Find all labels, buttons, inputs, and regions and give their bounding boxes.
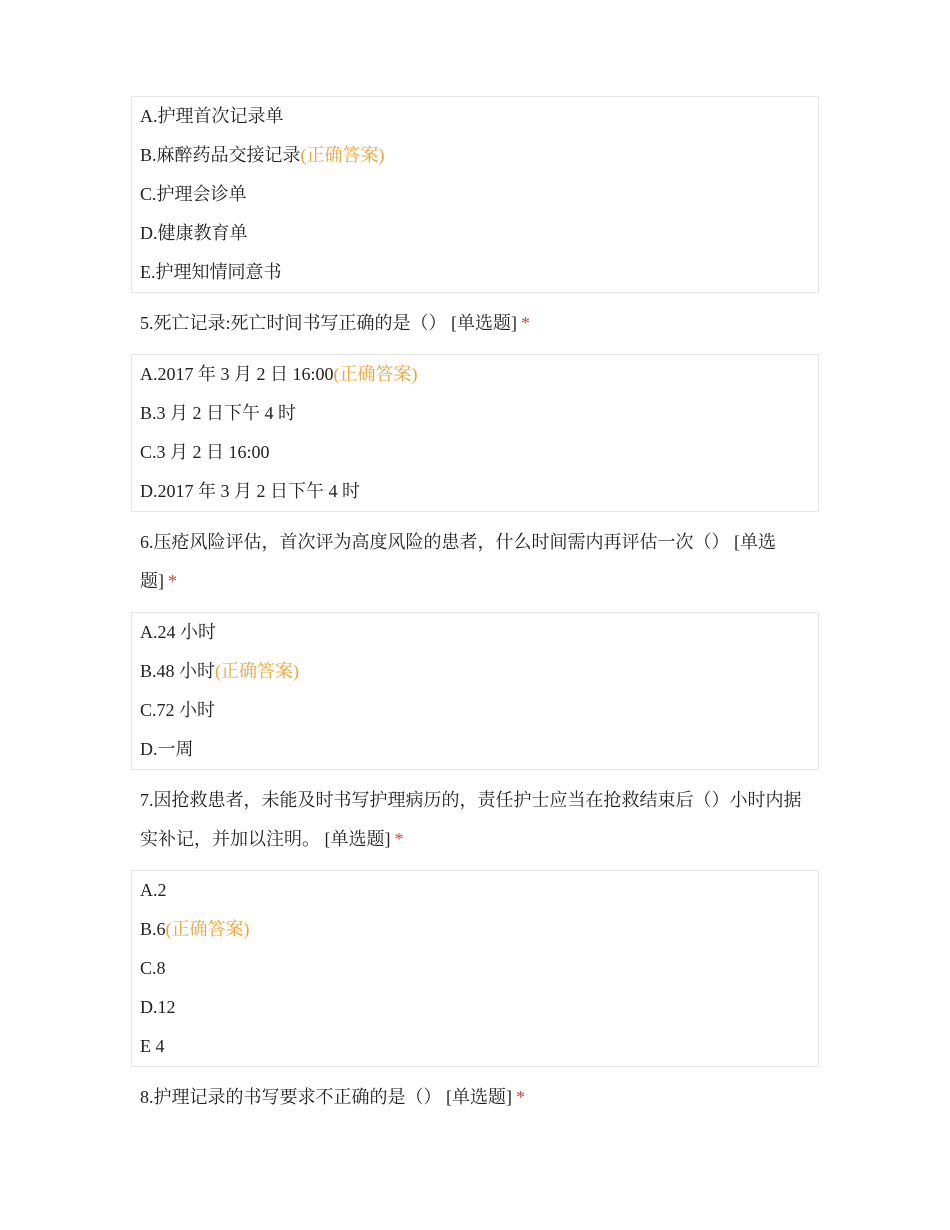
- q4-option-d: D.健康教育单: [140, 223, 248, 243]
- q5-option-c: C.3 月 2 日 16:00: [140, 442, 270, 462]
- correct-answer-mark: (正确答案): [333, 364, 418, 384]
- q7-title: 7.因抢救患者，未能及时书写护理病历的，责任护士应当在抢救结束后（）小时内据实补记，并加以注明。 [单选题] *: [140, 790, 802, 849]
- required-mark: *: [394, 829, 404, 849]
- q5-title: 5.死亡记录:死亡时间书写正确的是（） [单选题] *: [140, 313, 530, 333]
- q4-option-c: C.护理会诊单: [140, 184, 247, 204]
- q6-options: [131, 612, 819, 770]
- q5-option-b: B.3 月 2 日下午 4 时: [140, 403, 297, 423]
- q6-option-a: A.24 小时: [140, 622, 216, 642]
- required-mark: *: [516, 1087, 525, 1107]
- correct-answer-mark: (正确答案): [165, 919, 250, 939]
- q7-options: [131, 870, 819, 1067]
- q5-options: [131, 354, 819, 512]
- q7-option-c: C.8: [140, 958, 166, 978]
- q6-title: 6.压疮风险评估，首次评为高度风险的患者，什么时间需内再评估一次（） [单选题] *: [140, 532, 776, 591]
- q5-option-d: D.2017 年 3 月 2 日下午 4 时: [140, 481, 360, 501]
- exam-content: [131, 96, 819, 1128]
- q4-option-a: A.护理首次记录单: [140, 106, 284, 126]
- q6-option-b: B.48 小时(正确答案): [140, 661, 300, 681]
- q7-option-d: D.12: [140, 997, 176, 1017]
- correct-answer-mark: (正确答案): [215, 661, 300, 681]
- required-mark: *: [168, 571, 177, 591]
- q7-option-e: E 4: [140, 1036, 165, 1056]
- q7-option-a: A.2: [140, 880, 167, 900]
- q4-option-e: E.护理知情同意书: [140, 262, 282, 282]
- q6-option-d: D.一周: [140, 739, 194, 759]
- q7-option-b: B.6(正确答案): [140, 919, 250, 939]
- q4-options: [131, 96, 819, 293]
- q4-option-b: B.麻醉药品交接记录(正确答案): [140, 145, 385, 165]
- q5-option-a: A.2017 年 3 月 2 日 16:00(正确答案): [140, 364, 418, 384]
- required-mark: *: [521, 313, 530, 333]
- q6-option-c: C.72 小时: [140, 700, 216, 720]
- correct-answer-mark: (正确答案): [300, 145, 385, 165]
- q8-title: 8.护理记录的书写要求不正确的是（） [单选题] *: [140, 1087, 525, 1107]
